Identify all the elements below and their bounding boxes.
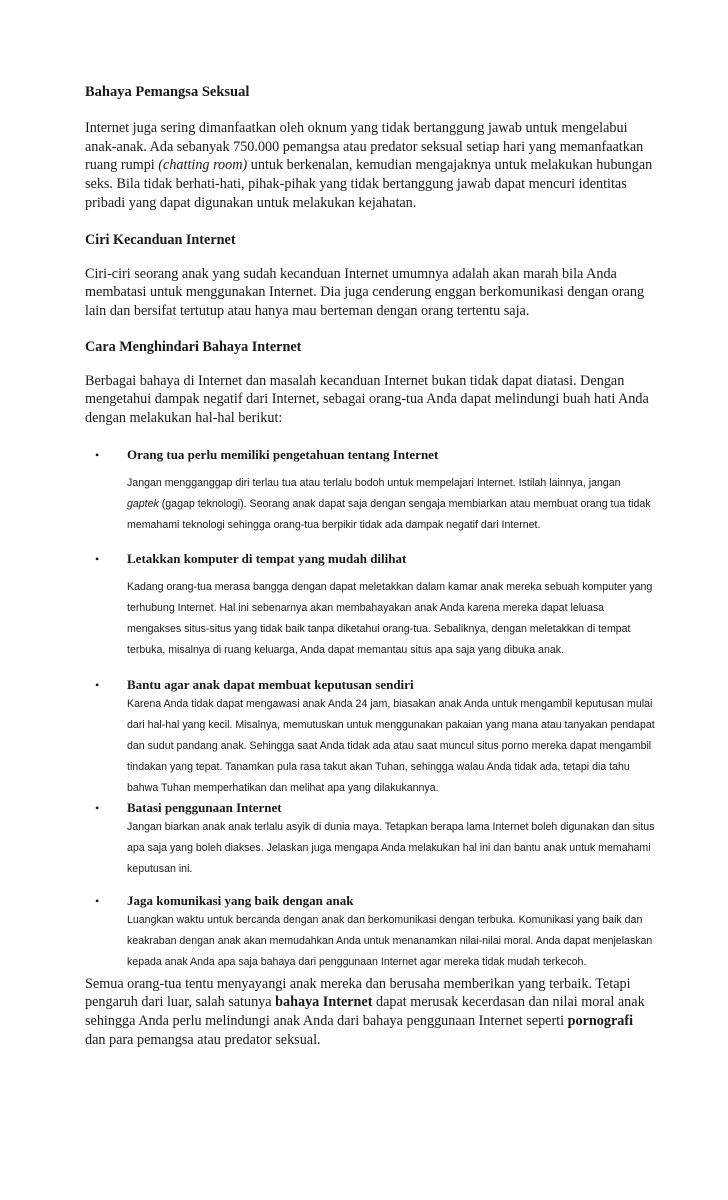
tip-title: Jaga komunikasi yang baik dengan anak — [127, 892, 354, 908]
tip-body-text: (gagap teknologi). Seorang anak dapat saja dengan sengaja membiarkan atau membuat orang tua tidak memahami teknologi sehingga orang-tua berpikir tidak ada dampak negatif dari Internet. — [127, 497, 651, 531]
tips-list — [85, 446, 655, 973]
heading-cara: Cara Menghindari Bahaya Internet — [85, 338, 302, 355]
list-item — [85, 799, 655, 880]
bullet-icon: • — [95, 551, 100, 566]
page-title: Bahaya Pemangsa Seksual — [85, 84, 250, 100]
tip-title: Letakkan komputer di tempat yang mudah dilihat — [127, 550, 407, 566]
ciri-paragraph: Ciri-ciri seorang anak yang sudah kecanduan Internet umumnya adalah akan marah bila Anda membatasi untuk menggunakan Internet. Dia juga cenderung enggan berkomunikasi dengan orang lain dan bersifat tertutup atau hanya mau berteman dengan orang tertentu saja. — [85, 265, 645, 319]
bullet-icon: • — [95, 677, 100, 692]
closing-bold-term: bahaya Internet — [275, 994, 373, 1011]
document-page — [85, 84, 655, 1050]
intro-paragraph — [85, 119, 655, 213]
intro-text: Internet juga sering dimanfaatkan oleh oknum yang tidak bertanggung jawab untuk mengelabui anak-anak. Ada sebanyak 750.000 pemangsa atau predator seksual setiap hari yang memanfaatkan ruang rumpi — [85, 120, 644, 174]
list-item — [85, 676, 655, 799]
tip-body: Karena Anda tidak dapat mengawasi anak Anda 24 jam, biasakan anak Anda untuk mengambil keputusan mulai dari hal-hal yang kecil. Misalnya, memutuskan untuk menggunakan pakaian yang mana atau tanyakan pendapat dan sudut pandang anak. Sehingga saat Anda tidak ada atau saat muncul situs porno mereka dapat mengambil tindakan yang tepat. Tanamkan pula rasa takut akan Tuhan, sehingga walau Anda tidak ada, tetapi dia tahu bahwa Tuhan memperhatikan dan melihat apa yang dilakukannya. — [127, 697, 655, 794]
bullet-icon: • — [95, 893, 100, 908]
list-item — [85, 446, 655, 536]
bullet-icon: • — [95, 800, 100, 815]
tip-body-italic: gaptek — [127, 497, 159, 510]
tip-body-text: Jangan mengganggap diri terlau tua atau terlalu bodoh untuk mempelajari Internet. Istilah lainnya, jangan — [127, 476, 621, 489]
cara-paragraph: Berbagai bahaya di Internet dan masalah kecanduan Internet bukan tidak dapat diatasi. Dengan mengetahui dampak negatif dari Internet, sebagai orang-tua Anda dapat melindungi buah hati Anda dengan melakukan hal-hal berikut: — [85, 372, 649, 427]
closing-bold-term: pornografi — [567, 1013, 634, 1030]
heading-ciri: Ciri Kecanduan Internet — [85, 231, 236, 248]
tip-body — [127, 473, 655, 536]
closing-text: dapat merusak kecerdasan dan nilai moral anak sehingga Anda perlu melindungi anak Anda dari bahaya penggunaan Internet seperti — [85, 994, 645, 1030]
closing-paragraph — [85, 975, 655, 1050]
intro-text-end: untuk berkenalan, kemudian mengajaknya untuk melakukan hubungan seks. Bila tidak berhati-hati, pihak-pihak yang tidak bertanggung jawab dapat mencuri identitas pribadi yang dapat digunakan untuk melakukan kejahatan. — [85, 157, 653, 211]
bullet-icon: • — [95, 447, 100, 462]
tip-title: Orang tua perlu memiliki pengetahuan tentang Internet — [127, 446, 439, 462]
tip-body: Kadang orang-tua merasa bangga dengan dapat meletakkan dalam kamar anak mereka sebuah komputer yang terhubung Internet. Hal ini sebenarnya akan membahayakan anak Anda karena mereka dapat leluasa mengakses situs-situs yang tidak baik tanpa diketahui orang-tua. Sebaliknya, dengan meletakkan di tempat terbuka, misalnya di ruang keluarga, Anda dapat memantau situs apa saja yang dibuka anak. — [127, 580, 653, 656]
list-item — [85, 892, 655, 973]
intro-italic-term: (chatting room) — [158, 157, 248, 174]
tip-body: Luangkan waktu untuk bercanda dengan anak dan berkomunikasi dengan terbuka. Komunikasi yang baik dan keakraban dengan anak akan memudahkan Anda untuk menanamkan nilai-nilai moral. Anda dapat menjelaskan kepada anak Anda apa saja bahaya dari penggunaan Internet agar mereka tidak mudah terkecoh. — [127, 913, 653, 968]
closing-text: Semua orang-tua tentu menyayangi anak mereka dan berusaha memberikan yang terbaik. Tetapi pengaruh dari luar, salah satunya — [85, 975, 631, 1011]
tip-body: Jangan biarkan anak anak terlalu asyik di dunia maya. Tetapkan berapa lama Internet boleh digunakan dan situs apa saja yang boleh diakses. Jelaskan juga mengapa Anda melakukan hal ini dan bantu anak untuk memahami keputusan ini. — [127, 820, 655, 875]
tip-title: Bantu agar anak dapat membuat keputusan sendiri — [127, 676, 414, 692]
tip-title: Batasi penggunaan Internet — [127, 799, 282, 815]
list-item — [85, 550, 655, 661]
closing-text: dan para pemangsa atau predator seksual. — [85, 1031, 321, 1048]
